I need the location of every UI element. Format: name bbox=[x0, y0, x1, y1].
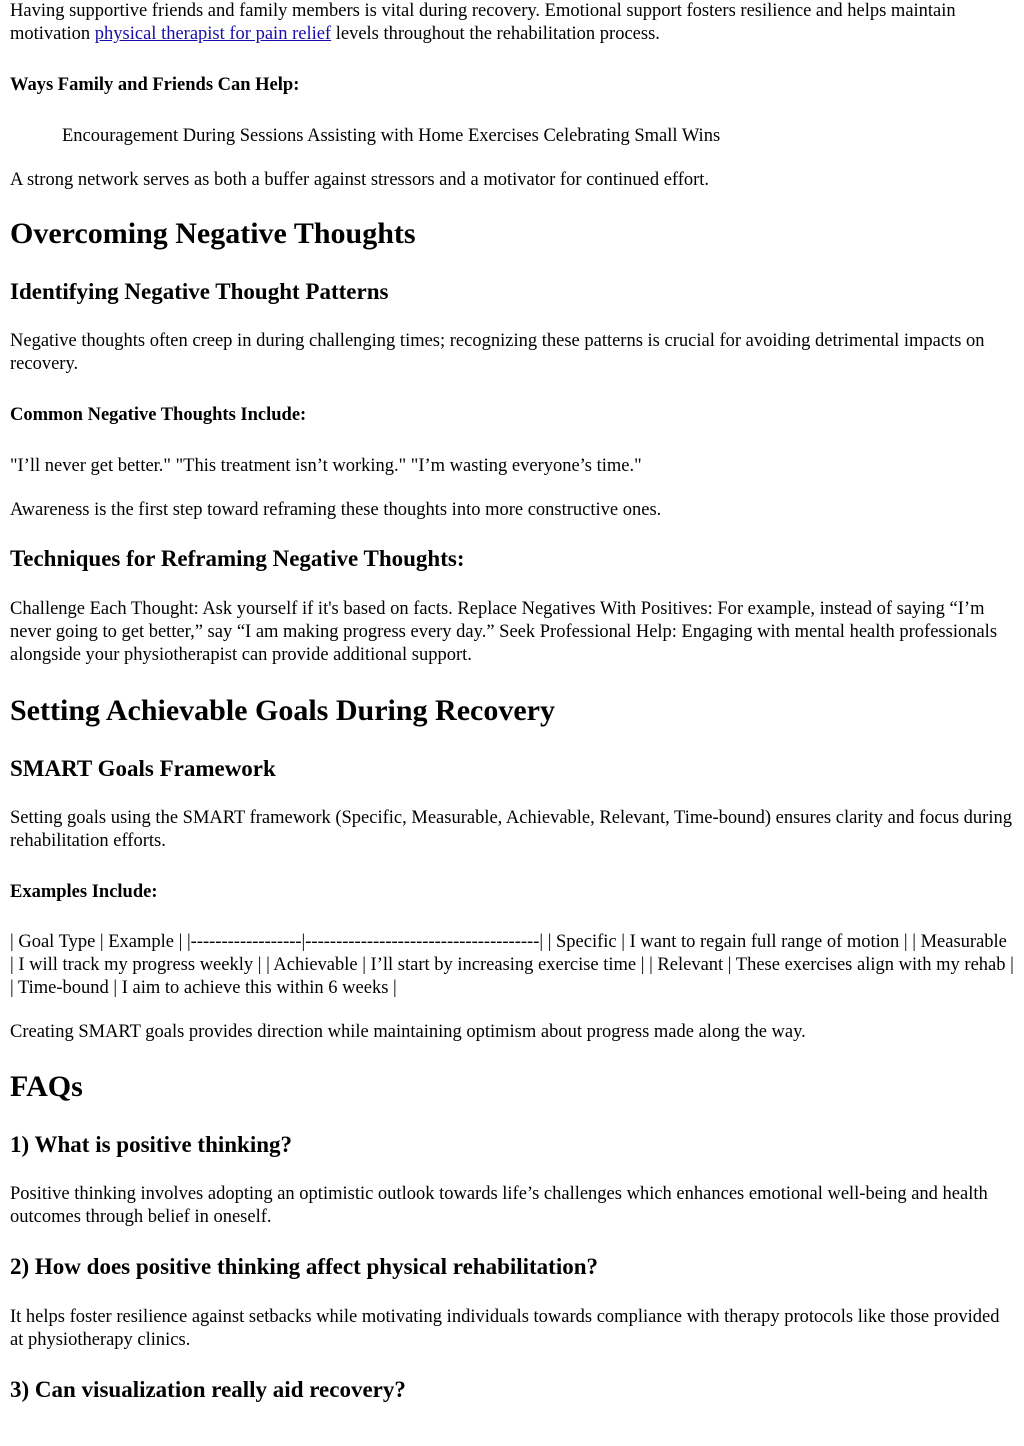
techniques-heading: Techniques for Reframing Negative Thoughts: bbox=[10, 546, 465, 571]
faq-question-2: 2) How does positive thinking affect physical rehabilitation? bbox=[10, 1254, 599, 1279]
faq-answer-2: It helps foster resilience against setbacks while motivating individuals towards compliance with therapy protocols like those provided at physiotherapy clinics. bbox=[10, 1307, 1000, 1350]
subsection-title-identifying: Identifying Negative Thought Patterns bbox=[10, 279, 389, 304]
faq-question-1: 1) What is positive thinking? bbox=[10, 1132, 293, 1157]
family-help-closing: A strong network serves as both a buffer against stressors and a motivator for continued effort. bbox=[10, 170, 710, 190]
smart-closing: Creating SMART goals provides direction while maintaining optimism about progress made along the way. bbox=[10, 1022, 806, 1042]
section-title-faqs: FAQs bbox=[10, 1070, 83, 1103]
pain-relief-link[interactable]: physical therapist for pain relief bbox=[94, 24, 332, 44]
faq-answer-1: Positive thinking involves adopting an optimistic outlook towards life’s challenges which enhances emotional well-being and health outcomes through belief in oneself. bbox=[10, 1184, 988, 1227]
common-thoughts-list: "I’ll never get better." "This treatment isn’t working." "I’m wasting everyone’s time." bbox=[10, 456, 642, 476]
intro-paragraph bbox=[10, 0, 1014, 46]
family-help-list: Encouragement During Sessions Assisting with Home Exercises Celebrating Small Wins bbox=[62, 126, 721, 146]
subsection-title-smart: SMART Goals Framework bbox=[10, 756, 276, 781]
examples-heading: Examples Include: bbox=[10, 882, 158, 902]
smart-table-text: | Goal Type | Example | |------------------|--------------------------------------| | Specific | I want to regain full range of motion | | Measurable | I will track my progress weekly | | Achievable | I’ll start by increasing exercise time | | Relevant | These exercises align with my rehab | | Time-bound | I aim to achieve this within 6 weeks | bbox=[10, 932, 1014, 998]
faq-question-3: 3) Can visualization really aid recovery? bbox=[10, 1377, 406, 1402]
intro-text-after: levels throughout the rehabilitation process. bbox=[331, 24, 660, 44]
family-help-heading: Ways Family and Friends Can Help: bbox=[10, 75, 300, 95]
section-title-goals: Setting Achievable Goals During Recovery bbox=[10, 694, 555, 727]
section-title-negative-thoughts: Overcoming Negative Thoughts bbox=[10, 217, 416, 250]
techniques-paragraph: Challenge Each Thought: Ask yourself if it's based on facts. Replace Negatives With Positives: For example, instead of saying “I’m never going to get better,” say “I am making progress every day.” Seek Professional Help: Engaging with mental health professionals alongside your physiotherapist can provide additional support. bbox=[10, 599, 998, 665]
intro-text-before: Having supportive friends and family members is vital during recovery. Emotional support fosters resilience and helps maintain motivation bbox=[10, 1, 956, 44]
awareness-paragraph: Awareness is the first step toward reframing these thoughts into more constructive ones. bbox=[10, 500, 662, 520]
smart-paragraph: Setting goals using the SMART framework (Specific, Measurable, Achievable, Relevant, Time-bound) ensures clarity and focus during rehabilitation efforts. bbox=[10, 808, 1012, 851]
identifying-paragraph: Negative thoughts often creep in during challenging times; recognizing these patterns is crucial for avoiding detrimental impacts on recovery. bbox=[10, 331, 985, 374]
common-thoughts-heading: Common Negative Thoughts Include: bbox=[10, 405, 307, 425]
